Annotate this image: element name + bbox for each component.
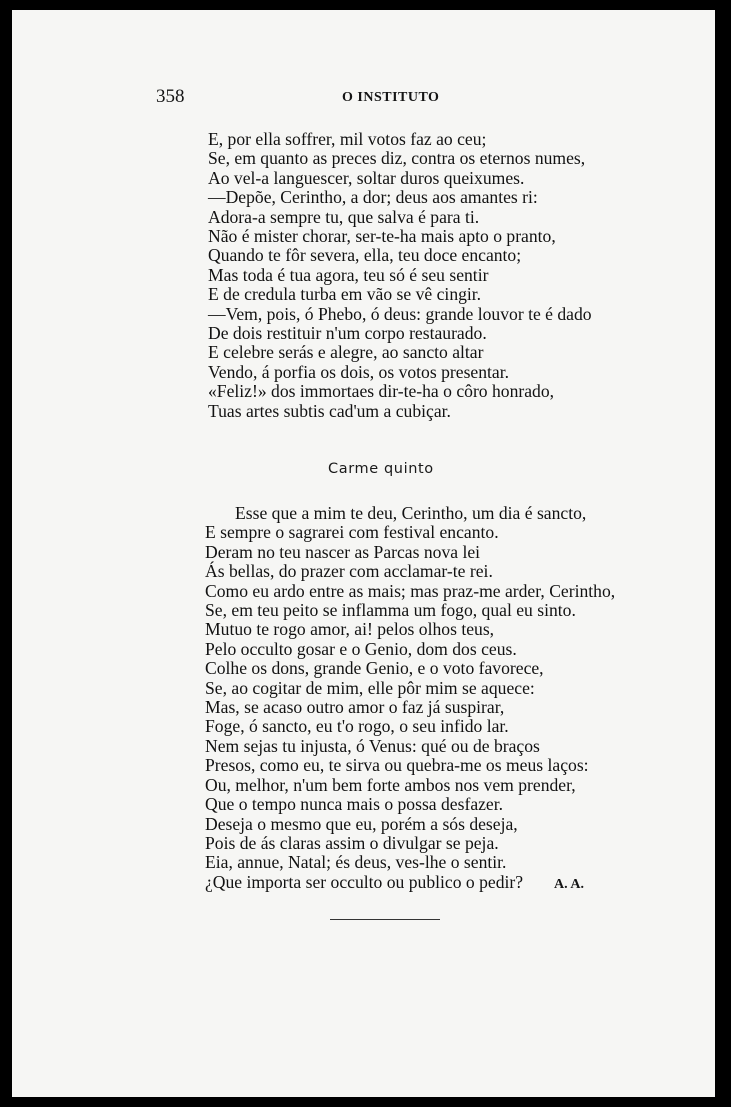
poem-line: Se, em teu peito se inflamma um fogo, qual eu sinto. xyxy=(205,600,576,621)
poem-line: Se, ao cogitar de mim, elle pôr mim se aquece: xyxy=(205,677,535,698)
poem-line: Pelo occulto gosar e o Genio, dom dos ceus. xyxy=(205,638,517,659)
scan-border xyxy=(715,0,731,1107)
poem-line: Mas toda é tua agora, teu só é seu sentir xyxy=(208,264,489,285)
poem-line: Esse que a mim te deu, Cerintho, um dia é sancto, xyxy=(235,503,587,523)
poem-line: Nem sejas tu injusta, ó Venus: qué ou de braços xyxy=(205,735,540,756)
poem-line: Mutuo te rogo amor, ai! pelos olhos teus, xyxy=(205,619,495,640)
running-head xyxy=(12,86,718,112)
poem-line: «Feliz!» dos immortaes dir-te-ha o côro honrado, xyxy=(208,381,555,402)
poem-line: Mas, se acaso outro amor o faz já suspirar, xyxy=(205,697,505,718)
page-number: 358 xyxy=(156,86,185,107)
poem-line: E, por ella soffrer, mil votos faz ao ceu; xyxy=(208,129,487,149)
end-divider xyxy=(330,919,440,920)
poem-line: Ás bellas, do prazer com acclamar-te rei. xyxy=(205,561,493,582)
poem-line: Que o tempo nunca mais o possa desfazer. xyxy=(205,794,504,815)
poem-line: De dois restituir n'um corpo restaurado. xyxy=(208,323,487,344)
poem-line: Como eu ardo entre as mais; mas praz-me arder, Cerintho, xyxy=(205,580,616,601)
poem-continuation xyxy=(208,130,592,421)
poem-line: Eia, annue, Natal; és deus, ves-lhe o sentir. xyxy=(205,852,507,873)
poem-line: Foge, ó sancto, eu t'o rogo, o seu infido lar. xyxy=(205,716,509,737)
running-head-title: O INSTITUTO xyxy=(342,90,440,105)
poem-line: Não é mister chorar, ser-te-ha mais apto o pranto, xyxy=(208,226,556,247)
poem-line: Tuas artes subtis cad'um a cubiçar. xyxy=(208,400,451,421)
poem-line: E de credula turba em vão se vê cingir. xyxy=(208,284,482,305)
poem-line: Pois de ás claras assim o divulgar se peja. xyxy=(205,832,499,853)
poem-carme-quinto xyxy=(205,504,615,892)
poem-line: Deram no teu nascer as Parcas nova lei xyxy=(205,541,481,562)
poem-line: Deseja o mesmo que eu, porém a sós deseja, xyxy=(205,813,518,834)
poem-line: Vendo, á porfia os dois, os votos presentar. xyxy=(208,361,509,382)
poem-line: —Vem, pois, ó Phebo, ó deus: grande louvor te é dado xyxy=(208,303,592,324)
poem-line: E celebre serás e alegre, ao sancto altar xyxy=(208,342,484,363)
poem-line: Presos, como eu, te sirva ou quebra-me os meus laços: xyxy=(205,755,589,776)
poem-line: Quando te fôr severa, ella, teu doce encanto; xyxy=(208,245,522,266)
section-title: Carme quinto xyxy=(328,461,434,477)
poem-line: Ao vel-a languescer, soltar duros queixumes. xyxy=(208,167,525,188)
poem-line: Se, em quanto as preces diz, contra os eternos numes, xyxy=(208,148,586,169)
poem-line: ¿Que importa ser occulto ou publico o pedir? xyxy=(205,871,524,892)
poem-line: Adora-a sempre tu, que salva é para ti. xyxy=(208,206,480,227)
author-signature: A. A. xyxy=(554,877,584,892)
poem-line: Colhe os dons, grande Genio, e o voto favorece, xyxy=(205,658,544,679)
poem-line: —Depõe, Cerintho, a dor; deus aos amantes ri: xyxy=(208,187,538,208)
book-page xyxy=(12,10,718,1097)
poem-line: Ou, melhor, n'um bem forte ambos nos vem prender, xyxy=(205,774,576,795)
poem-line: E sempre o sagrarei com festival encanto. xyxy=(205,522,499,543)
